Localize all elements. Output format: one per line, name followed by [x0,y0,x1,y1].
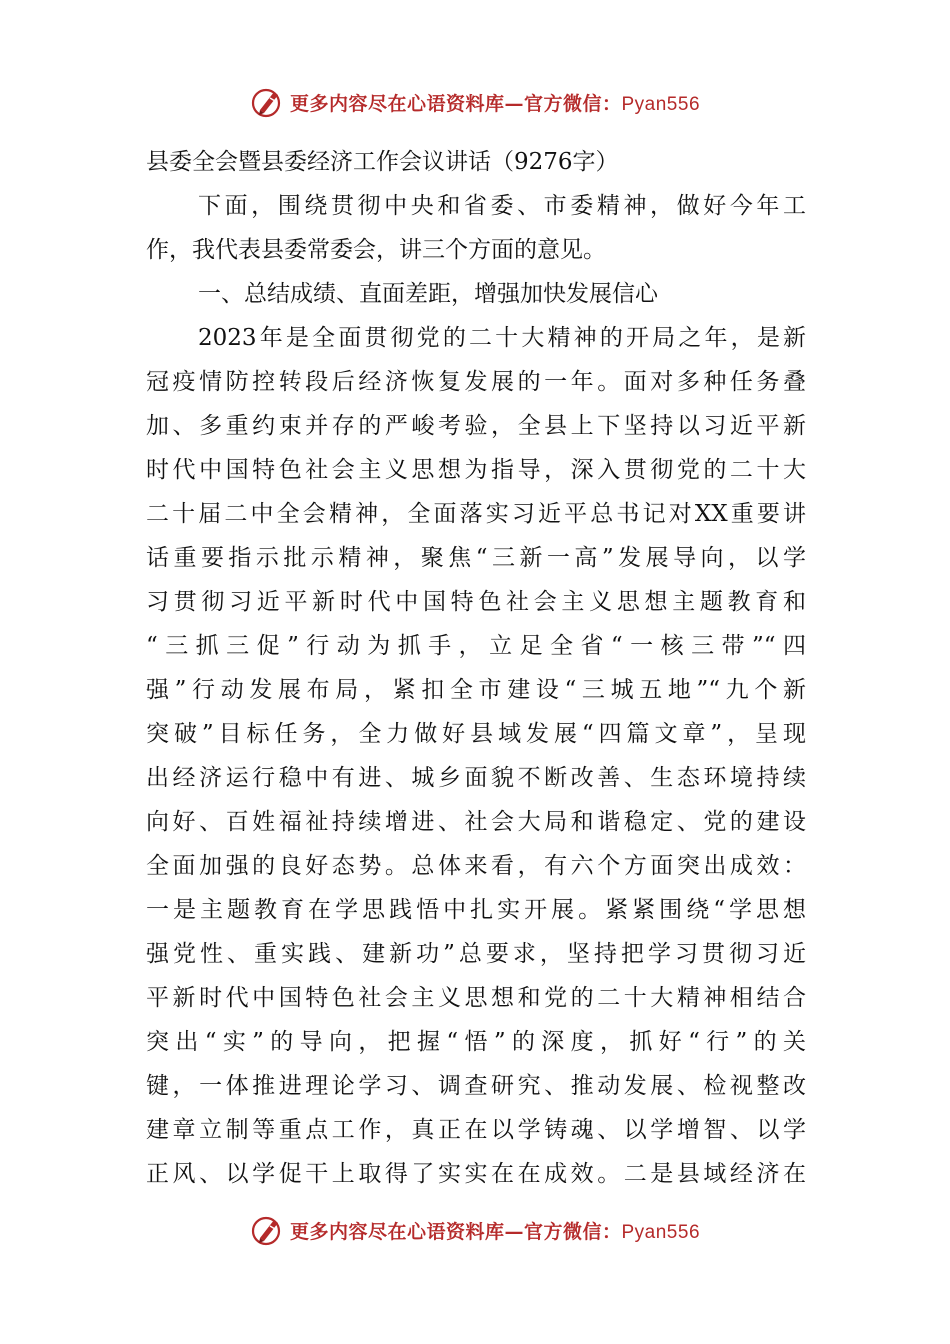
watermark-wechat-id: Pyan556 [621,93,701,115]
paragraph-line: 键，一体推进理论学习、调查研究、推动发展、检视整改 [146,1073,806,1099]
paragraph-line: 出经济运行稳中有进、城乡面貌不断改善、生态环境持续 [146,765,806,791]
paragraph-line: 建章立制等重点工作，真正在以学铸魂、以学增智、以学 [146,1117,806,1143]
paragraph-line: 时代中国特色社会主义思想为指导，深入贯彻党的二十大 [146,457,806,483]
paragraph-line: 作，我代表县委常委会，讲三个方面的意见。 [146,237,606,263]
watermark-text [290,1217,700,1244]
paragraph-line: “三抓三促”行动为抓手，立足全省“一核三带”“四 [146,633,806,659]
section-heading: 一、总结成绩、直面差距，增强加快发展信心 [198,281,658,307]
document-title: 县委全会暨县委经济工作会议讲话（9276字） [146,149,619,175]
paragraph-line: 习贯彻习近平新时代中国特色社会主义思想主题教育和 [146,589,806,615]
watermark-banner-top [0,82,950,122]
watermark-banner-bottom [0,1210,950,1250]
document-body [146,140,806,1196]
paragraph-line: 下面，围绕贯彻中央和省委、市委精神，做好今年工 [198,193,806,219]
paragraph-line: 强”行动发展布局，紧扣全市建设“三城五地”“九个新 [146,677,806,703]
paragraph-line: 强党性、重实践、建新功”总要求，坚持把学习贯彻习近 [146,941,806,967]
paragraph-line: 突出“实”的导向，把握“悟”的深度，抓好“行”的关 [146,1029,806,1055]
watermark-cn: 更多内容尽在心语资料库—官方微信： [289,92,622,115]
paragraph-line: 一是主题教育在学思践悟中扎实开展。紧紧围绕“学思想 [146,897,806,923]
paragraph-line: 正风、以学促干上取得了实实在在成效。二是县域经济在 [146,1161,806,1187]
paragraph-line: 加、多重约束并存的严峻考验，全县上下坚持以习近平新 [146,413,806,439]
paragraph-line: 二十届二中全会精神，全面落实习近平总书记对XX重要讲 [146,501,806,527]
watermark-wechat-id: Pyan556 [621,1221,701,1243]
watermark-cn: 更多内容尽在心语资料库—官方微信： [289,1220,622,1243]
paragraph-line: 2023年是全面贯彻党的二十大精神的开局之年，是新 [198,325,806,351]
pen-stamp-icon [250,1212,286,1248]
paragraph-line: 突破”目标任务，全力做好县域发展“四篇文章”，呈现 [146,721,806,747]
paragraph-line: 话重要指示批示精神，聚焦“三新一高”发展导向，以学 [146,545,806,571]
paragraph-line: 平新时代中国特色社会主义思想和党的二十大精神相结合 [146,985,806,1011]
paragraph-line: 向好、百姓福祉持续增进、社会大局和谐稳定、党的建设 [146,809,806,835]
paragraph-line: 冠疫情防控转段后经济恢复发展的一年。面对多种任务叠 [146,369,806,395]
pen-stamp-icon [250,84,286,120]
paragraph-line: 全面加强的良好态势。总体来看，有六个方面突出成效： [146,853,806,879]
watermark-text [290,89,700,116]
